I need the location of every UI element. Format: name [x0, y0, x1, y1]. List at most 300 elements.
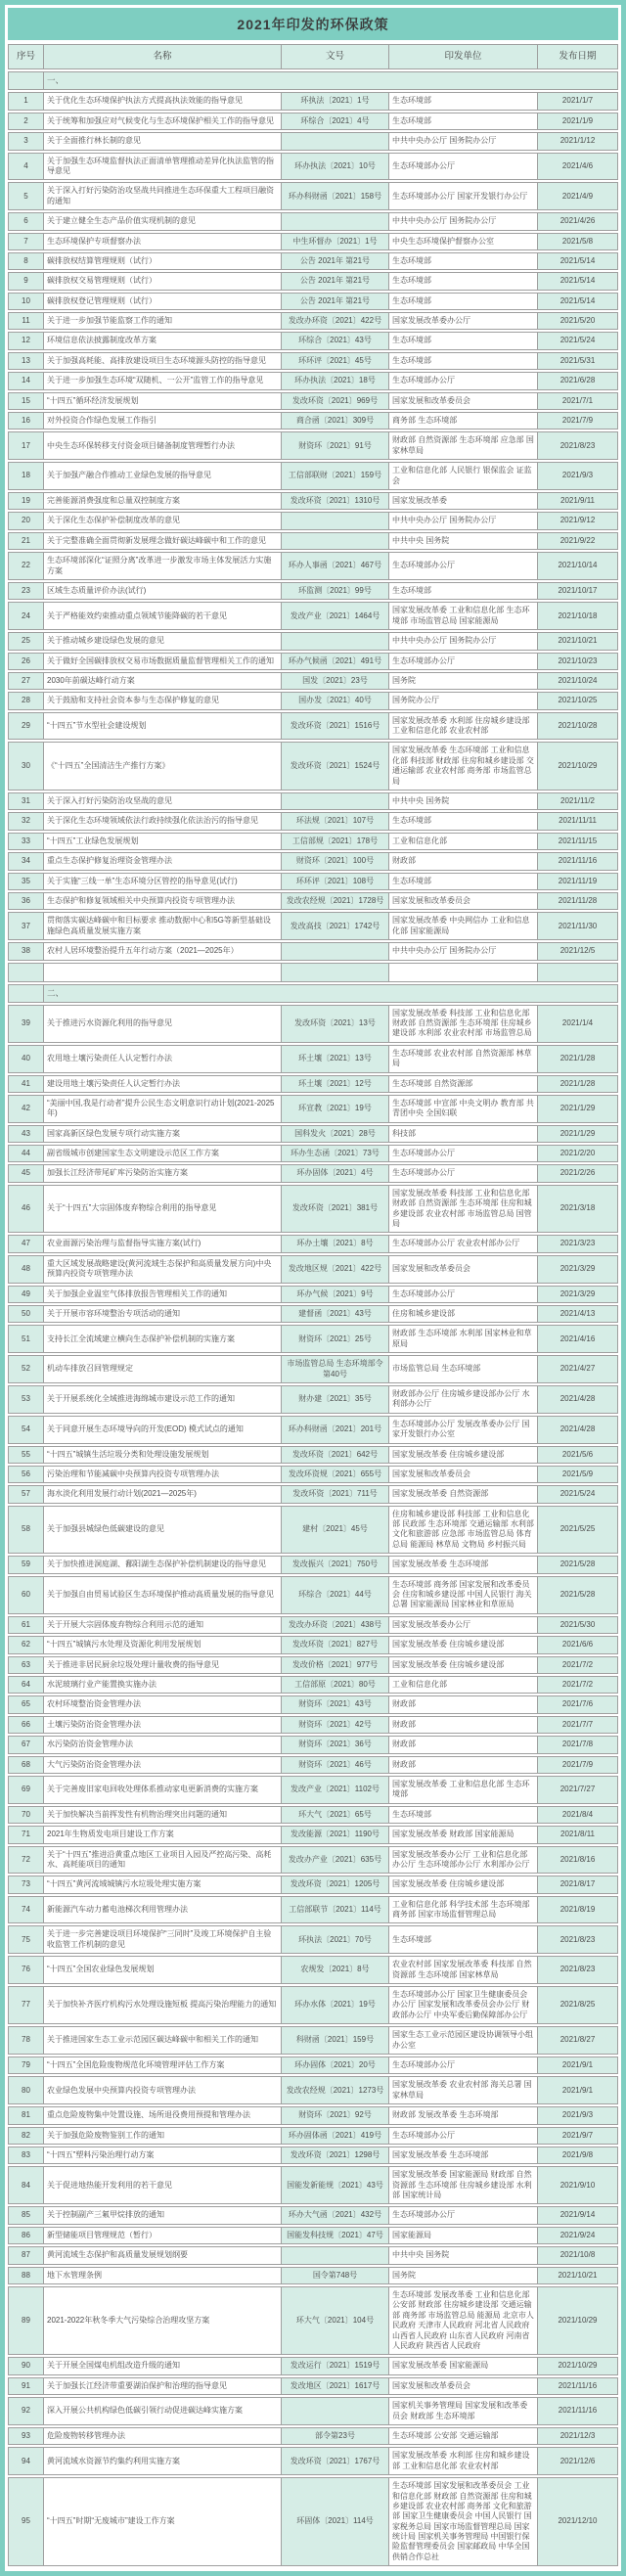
cell-date: 2021/5/30: [538, 1616, 618, 1634]
cell-doc: 发改能源〔2021〕1190号: [282, 1826, 389, 1843]
table-row: [8, 892, 618, 910]
cell-no: 19: [8, 492, 44, 510]
cell-unit: 国家发展改革委 生态环境部 工业和信息化部 科技部 财政部 住房和城乡建设部 交通运输部 农业农村部 商务部 市场监管总局: [389, 742, 538, 791]
cell-date: 2021/10/21: [538, 2267, 618, 2284]
cell-doc: 发改高技〔2021〕1742号: [282, 912, 389, 940]
cell-no: 10: [8, 293, 44, 310]
cell-date: 2021/1/29: [538, 1095, 618, 1123]
cell-doc: 环大气〔2021〕104号: [282, 2286, 389, 2355]
cell-doc: 发改办产业〔2021〕635号: [282, 1846, 389, 1875]
cell-name: 危险废物转移管理办法: [44, 2427, 282, 2445]
spacer-cell: [44, 963, 282, 982]
table-row: [8, 1925, 618, 1954]
cell-doc: 国令第748号: [282, 2267, 389, 2284]
cell-name: 碳排放权交易管理规则（试行）: [44, 272, 282, 290]
cell-name: 关于全面推行林长制的意见: [44, 132, 282, 150]
cell-no: 24: [8, 602, 44, 630]
table-row: [8, 1075, 618, 1093]
cell-no: 11: [8, 312, 44, 330]
cell-unit: 生态环境部办公厅: [389, 1164, 538, 1182]
cell-date: 2021/7/9: [538, 412, 618, 429]
cell-doc: 公告 2021年 第21号: [282, 272, 389, 290]
cell-unit: 生态环境部办公厅: [389, 1286, 538, 1303]
cell-unit: 市场监管总局 生态环境部: [389, 1355, 538, 1383]
cell-unit: 生态环境部: [389, 252, 538, 270]
cell-date: 2021/8/23: [538, 1956, 618, 1984]
cell-name: 海水淡化利用发展行动计划(2021—2025年): [44, 1485, 282, 1503]
table-row: [8, 1676, 618, 1694]
cell-doc: 发改环资〔2021〕381号: [282, 1185, 389, 1234]
cell-name: 2021-2022年秋冬季大气污染综合治理攻坚方案: [44, 2286, 282, 2355]
table-row: [8, 812, 618, 830]
table-row: [8, 1506, 618, 1555]
cell-doc: 环办土壤〔2021〕8号: [282, 1235, 389, 1252]
spacer-cell: [538, 963, 618, 982]
table-row: [8, 1185, 618, 1234]
column-header-name: 名称: [44, 44, 282, 69]
cell-unit: 国家发展改革委 科技部 工业和信息化部 财政部 自然资源部 生态环境部 住房城乡建设部 水利部 农业农村部 市场监管总局: [389, 1005, 538, 1043]
table-row: [8, 2286, 618, 2355]
cell-no: 95: [8, 2477, 44, 2566]
cell-doc: 国发〔2021〕23号: [282, 672, 389, 690]
cell-unit: 商务部 生态环境部: [389, 412, 538, 429]
section-label: 二、: [44, 984, 618, 1003]
section-row: [8, 71, 618, 90]
cell-date: 2021/3/23: [538, 1235, 618, 1252]
cell-date: 2021/5/31: [538, 352, 618, 370]
cell-name: 关于建立健全生态产品价值实现机制的意见: [44, 212, 282, 230]
cell-date: 2021/7/9: [538, 1756, 618, 1774]
cell-name: 关于加强生态环境监督执法正面清单管理推动差异化执法监管的指导意见: [44, 153, 282, 181]
cell-date: 2021/9/3: [538, 2106, 618, 2124]
cell-doc: 发改农经规〔2021〕1273号: [282, 2076, 389, 2104]
cell-name: “十四五”塑料污染治理行动方案: [44, 2147, 282, 2164]
table-row: [8, 1556, 618, 1573]
cell-no: 75: [8, 1925, 44, 1954]
cell-name: 对外投资合作绿色发展工作指引: [44, 412, 282, 429]
cell-doc: 环办执法〔2021〕10号: [282, 153, 389, 181]
cell-name: 关于加强企业温室气体排放报告管理相关工作的通知: [44, 1286, 282, 1303]
cell-doc: 财资环〔2021〕42号: [282, 1716, 389, 1734]
cell-doc: 环综合〔2021〕4号: [282, 113, 389, 130]
cell-unit: 财政部 发展改革委 生态环境部: [389, 2106, 538, 2124]
cell-unit: 国家发展改革委 国家能源局 财政部 自然资源部 生态环境部 住房城乡建设部 水利部 国家统计局: [389, 2166, 538, 2204]
cell-date: 2021/1/12: [538, 132, 618, 150]
cell-doc: 财资环〔2021〕46号: [282, 1756, 389, 1774]
cell-unit: 国家发展改革委 住房城乡建设部: [389, 1656, 538, 1674]
cell-doc: 发改办环资〔2021〕438号: [282, 1616, 389, 1634]
cell-doc: 发改产业〔2021〕1102号: [282, 1776, 389, 1804]
table-row: [8, 1045, 618, 1073]
table-row: [8, 312, 618, 330]
cell-date: 2021/4/16: [538, 1325, 618, 1353]
cell-no: 29: [8, 712, 44, 741]
cell-name: 关于加强危险废物鉴别工作的通知: [44, 2127, 282, 2145]
cell-date: 2021/4/26: [538, 212, 618, 230]
table-row: [8, 153, 618, 181]
cell-unit: 科技部: [389, 1125, 538, 1143]
cell-doc: 财资环〔2021〕100号: [282, 852, 389, 870]
cell-no: 2: [8, 113, 44, 130]
cell-no: 59: [8, 1556, 44, 1573]
cell-name: 关于深入打好污染防治攻坚战的意见: [44, 792, 282, 810]
cell-date: 2021/11/16: [538, 2397, 618, 2425]
cell-no: 67: [8, 1736, 44, 1753]
cell-no: 61: [8, 1616, 44, 1634]
cell-name: 关于加强县城绿色低碳建设的意见: [44, 1506, 282, 1555]
table-row: [8, 372, 618, 389]
cell-no: 87: [8, 2246, 44, 2264]
cell-unit: 国家发展改革委办公厅: [389, 312, 538, 330]
cell-doc: 发改环资〔2021〕711号: [282, 1485, 389, 1503]
cell-unit: 生态环境部办公厅: [389, 2056, 538, 2074]
cell-doc: 环办执法〔2021〕18号: [282, 372, 389, 389]
table-row: [8, 512, 618, 529]
table-row: [8, 912, 618, 940]
cell-doc: [282, 212, 389, 230]
table-row: [8, 942, 618, 960]
cell-name: 碳排放权登记管理规则（试行）: [44, 293, 282, 310]
table-row: [8, 1806, 618, 1824]
cell-doc: [282, 2397, 389, 2425]
table-row: [8, 1695, 618, 1713]
cell-doc: 发改环资〔2021〕13号: [282, 1005, 389, 1043]
cell-date: 2021/11/30: [538, 912, 618, 940]
cell-date: 2021/10/18: [538, 602, 618, 630]
cell-doc: 环综合〔2021〕44号: [282, 1576, 389, 1614]
cell-date: 2021/5/24: [538, 1485, 618, 1503]
cell-doc: 环执法〔2021〕70号: [282, 1925, 389, 1954]
cell-unit: 国家发展改革委 水利部 住房和城乡建设部 工业和信息化部 农业农村部: [389, 2447, 538, 2475]
cell-date: 2021/8/27: [538, 2026, 618, 2055]
table-row: [8, 1616, 618, 1634]
column-header-doc: 文号: [282, 44, 389, 69]
cell-doc: [282, 512, 389, 529]
cell-unit: 国家发展改革委 住房城乡建设部: [389, 1876, 538, 1893]
cell-no: 28: [8, 692, 44, 709]
cell-unit: 国家机关事务管理局 国家发展和改革委员会 财政部 生态环境部: [389, 2397, 538, 2425]
cell-no: 86: [8, 2227, 44, 2244]
cell-date: 2021/9/3: [538, 462, 618, 490]
cell-unit: 国家发展和改革委员会: [389, 392, 538, 410]
cell-unit: 生态环境部 国家发展和改革委员会 工业和信息化部 财政部 自然资源部 住房和城乡建设部 农业农村部 商务部 文化和旅游部 国家卫生健康委员会 中国人民银行 国家税务总局 国家市场监督管理总局 国家统计局 国家机关事务管理局 中国银行保险监督管理委员会 国家邮政局 中华全国供销合作总社: [389, 2477, 538, 2566]
cell-no: 21: [8, 532, 44, 550]
table-row: [8, 212, 618, 230]
cell-name: 关于开展大宗固体废弃物综合利用示范的通知: [44, 1616, 282, 1634]
cell-name: 关于推进国家生态工业示范园区碳达峰碳中和相关工作的通知: [44, 2026, 282, 2055]
cell-unit: 国务院: [389, 672, 538, 690]
cell-doc: 市场监管总局 生态环境部令第40号: [282, 1355, 389, 1383]
cell-date: 2021/5/24: [538, 332, 618, 349]
cell-date: 2021/11/15: [538, 833, 618, 850]
cell-doc: 环监测〔2021〕99号: [282, 582, 389, 600]
table-row: [8, 2357, 618, 2374]
table-row: [8, 833, 618, 850]
cell-unit: 生态环境部 农业农村部 自然资源部 林草局: [389, 1045, 538, 1073]
cell-date: 2021/1/28: [538, 1075, 618, 1093]
cell-name: 关于深入打好污染防治攻坚战共同推进生态环保重大工程项目融资的通知: [44, 182, 282, 210]
table-row: [8, 92, 618, 110]
cell-unit: 国家生态工业示范园区建设协调领导小组办公室: [389, 2026, 538, 2055]
cell-unit: 财政部 自然资源部 生态环境部 应急部 国家林草局: [389, 431, 538, 460]
cell-date: 2021/8/11: [538, 1826, 618, 1843]
cell-name: 关于进一步加强生态环境“双随机、一公开”监管工作的指导意见: [44, 372, 282, 389]
cell-date: 2021/4/6: [538, 153, 618, 181]
cell-name: 加强长江经济带尾矿库污染防治实施方案: [44, 1164, 282, 1182]
cell-date: 2021/5/6: [538, 1446, 618, 1464]
cell-date: 2021/1/29: [538, 1125, 618, 1143]
cell-doc: 财办建〔2021〕35号: [282, 1385, 389, 1414]
cell-doc: 环办固体〔2021〕20号: [282, 2056, 389, 2074]
cell-no: 66: [8, 1716, 44, 1734]
cell-date: 2021/8/17: [538, 1876, 618, 1893]
cell-name: 区域生态质量评价办法(试行): [44, 582, 282, 600]
cell-name: 农业面源污染治理与监督指导实施方案(试行): [44, 1235, 282, 1252]
cell-doc: 国能发新能规〔2021〕43号: [282, 2166, 389, 2204]
cell-no: 33: [8, 833, 44, 850]
cell-no: 52: [8, 1355, 44, 1383]
cell-no: 91: [8, 2377, 44, 2395]
cell-doc: 发改环资〔2021〕1516号: [282, 712, 389, 741]
cell-unit: 国家发展改革委办公厅 工业和信息化部办公厅 生态环境部办公厅 水利部办公厅: [389, 1846, 538, 1875]
cell-date: 2021/5/14: [538, 272, 618, 290]
cell-name: 黄河流域生态保护和高质量发展规划纲要: [44, 2246, 282, 2264]
cell-unit: 生态环境部办公厅: [389, 552, 538, 580]
cell-doc: [282, 2246, 389, 2264]
cell-unit: 财政部: [389, 852, 538, 870]
cell-date: 2021/11/16: [538, 2377, 618, 2395]
cell-doc: 环环评〔2021〕108号: [282, 873, 389, 890]
cell-doc: 环土壤〔2021〕12号: [282, 1075, 389, 1093]
cell-doc: [282, 632, 389, 650]
table-row: [8, 1385, 618, 1414]
cell-no: 89: [8, 2286, 44, 2355]
cell-unit: 工业和信息化部: [389, 1676, 538, 1694]
cell-name: 生态保护和修复领域相关中央预算内投资专项管理办法: [44, 892, 282, 910]
cell-unit: 中共中央办公厅 国务院办公厅: [389, 942, 538, 960]
cell-name: 水污染防治资金管理办法: [44, 1736, 282, 1753]
cell-no: 26: [8, 653, 44, 670]
cell-date: 2021/7/1: [538, 392, 618, 410]
cell-doc: 国科发火〔2021〕28号: [282, 1125, 389, 1143]
cell-doc: 环土壤〔2021〕13号: [282, 1045, 389, 1073]
cell-doc: 发改环资〔2021〕1310号: [282, 492, 389, 510]
cell-date: 2021/1/4: [538, 1005, 618, 1043]
cell-date: 2021/7/2: [538, 1656, 618, 1674]
table-row: [8, 492, 618, 510]
cell-unit: 国家发展和改革委员会: [389, 1466, 538, 1483]
cell-doc: 发改环资〔2021〕1298号: [282, 2147, 389, 2164]
table-row: [8, 532, 618, 550]
cell-unit: 生态环境部: [389, 92, 538, 110]
cell-no: 20: [8, 512, 44, 529]
cell-doc: 环执法〔2021〕1号: [282, 92, 389, 110]
cell-name: 关于同意开展生态环境导向的开发(EOD) 模式试点的通知: [44, 1416, 282, 1444]
cell-date: 2021/5/28: [538, 1576, 618, 1614]
table-row: [8, 712, 618, 741]
cell-date: 2021/10/29: [538, 2286, 618, 2355]
cell-date: 2021/12/3: [538, 2427, 618, 2445]
table-row: [8, 2147, 618, 2164]
cell-name: “十四五”循环经济发展规划: [44, 392, 282, 410]
cell-date: 2021/11/19: [538, 873, 618, 890]
table-row: [8, 2397, 618, 2425]
section-no-cell: [8, 71, 44, 90]
table-row: [8, 1656, 618, 1674]
cell-no: 81: [8, 2106, 44, 2124]
cell-doc: 环法规〔2021〕107号: [282, 812, 389, 830]
cell-name: 关于深化生态保护补偿制度改革的意见: [44, 512, 282, 529]
cell-name: 副省级城市创建国家生态文明建设示范区工作方案: [44, 1145, 282, 1162]
cell-no: 23: [8, 582, 44, 600]
cell-date: 2021/8/23: [538, 1925, 618, 1954]
cell-no: 79: [8, 2056, 44, 2074]
cell-doc: 发改运行〔2021〕1519号: [282, 2357, 389, 2374]
cell-name: “十四五”城镇污水处理及资源化利用发展规划: [44, 1636, 282, 1653]
cell-date: 2021/9/1: [538, 2056, 618, 2074]
table-row: [8, 1164, 618, 1182]
cell-date: 2021/5/14: [538, 252, 618, 270]
cell-no: 85: [8, 2206, 44, 2224]
cell-doc: 财资环〔2021〕25号: [282, 1325, 389, 1353]
table-row: [8, 1776, 618, 1804]
cell-unit: 生态环境部 自然资源部: [389, 1075, 538, 1093]
table-row: [8, 2026, 618, 2055]
cell-name: 关于推进非居民厨余垃圾处理计量收费的指导意见: [44, 1656, 282, 1674]
cell-date: 2021/4/9: [538, 182, 618, 210]
cell-date: 2021/5/25: [538, 1506, 618, 1555]
cell-no: 32: [8, 812, 44, 830]
table-row: [8, 233, 618, 250]
cell-unit: 生态环境部办公厅: [389, 153, 538, 181]
table-row: [8, 462, 618, 490]
cell-unit: 国家发展改革委 住房城乡建设部: [389, 1636, 538, 1653]
table-row: [8, 1325, 618, 1353]
cell-date: 2021/4/27: [538, 1355, 618, 1383]
cell-no: 83: [8, 2147, 44, 2164]
cell-no: 43: [8, 1125, 44, 1143]
cell-name: 关于促进地热能开发利用的若干意见: [44, 2166, 282, 2204]
cell-no: 77: [8, 1986, 44, 2024]
cell-name: 污染治理和节能减碳中央预算内投资专项管理办法: [44, 1466, 282, 1483]
cell-unit: 财政部办公厅 住房城乡建设部办公厅 水利部办公厅: [389, 1385, 538, 1414]
cell-unit: 国家发展改革委 住房城乡建设部: [389, 1446, 538, 1464]
cell-doc: 财资环〔2021〕36号: [282, 1736, 389, 1753]
cell-no: 46: [8, 1185, 44, 1234]
section-no-cell: [8, 984, 44, 1003]
cell-date: 2021/5/20: [538, 312, 618, 330]
cell-doc: 公告 2021年 第21号: [282, 252, 389, 270]
table-row: [8, 1576, 618, 1614]
cell-no: 69: [8, 1776, 44, 1804]
cell-unit: 生态环境部: [389, 272, 538, 290]
cell-unit: 生态环境部: [389, 582, 538, 600]
cell-name: 关于“十四五”大宗固体废弃物综合利用的指导意见: [44, 1185, 282, 1234]
table-row: [8, 1446, 618, 1464]
cell-no: 54: [8, 1416, 44, 1444]
cell-date: 2021/11/28: [538, 892, 618, 910]
cell-no: 45: [8, 1164, 44, 1182]
cell-unit: 财政部 生态环境部 水利部 国家林业和草原局: [389, 1325, 538, 1353]
cell-unit: 中共中央办公厅 国务院办公厅: [389, 512, 538, 529]
cell-unit: 国家发展改革委 科技部 工业和信息化部 财政部 自然资源部 生态环境部 住房和城乡建设部 农业农村部 市场监管总局 国管局: [389, 1185, 538, 1234]
cell-unit: 国家发展和改革委员会: [389, 1255, 538, 1284]
cell-doc: 环办气候函〔2021〕491号: [282, 653, 389, 670]
cell-name: 支持长江全流域建立横向生态保护补偿机制的实施方案: [44, 1325, 282, 1353]
cell-doc: 发改环资〔2021〕1524号: [282, 742, 389, 791]
cell-no: 82: [8, 2127, 44, 2145]
cell-unit: 生态环境部: [389, 1806, 538, 1824]
cell-doc: 发改环资〔2021〕827号: [282, 1636, 389, 1653]
cell-date: 2021/12/10: [538, 2477, 618, 2566]
cell-name: 关于统筹和加强应对气候变化与生态环境保护相关工作的指导意见: [44, 113, 282, 130]
cell-no: 16: [8, 412, 44, 429]
table-row: [8, 1716, 618, 1734]
cell-name: 水泥玻璃行业产能置换实施办法: [44, 1676, 282, 1694]
cell-unit: 生态环境部办公厅: [389, 653, 538, 670]
cell-name: “十四五”黄河流域城镇污水垃圾处理实施方案: [44, 1876, 282, 1893]
cell-doc: 科财函〔2021〕159号: [282, 2026, 389, 2055]
cell-date: 2021/1/28: [538, 1045, 618, 1073]
cell-no: 55: [8, 1446, 44, 1464]
cell-unit: 国家发展改革委 生态环境部: [389, 2147, 538, 2164]
cell-no: 72: [8, 1846, 44, 1875]
table-row: [8, 431, 618, 460]
table-row: [8, 1736, 618, 1753]
table-row: [8, 1636, 618, 1653]
cell-doc: 财资环〔2021〕43号: [282, 1695, 389, 1713]
cell-name: 关于加快解决当前挥发性有机物治理突出问题的通知: [44, 1806, 282, 1824]
cell-doc: 工信部联财〔2021〕159号: [282, 462, 389, 490]
cell-name: 地下水管理条例: [44, 2267, 282, 2284]
table-row: [8, 2076, 618, 2104]
cell-name: 关于进一步加强节能监察工作的通知: [44, 312, 282, 330]
cell-date: 2021/10/17: [538, 582, 618, 600]
cell-unit: 中共中央办公厅 国务院办公厅: [389, 132, 538, 150]
cell-doc: 环环评〔2021〕45号: [282, 352, 389, 370]
cell-date: 2021/10/29: [538, 742, 618, 791]
table-body: [8, 71, 618, 2566]
table-row: [8, 352, 618, 370]
cell-no: 90: [8, 2357, 44, 2374]
cell-doc: 环综合〔2021〕43号: [282, 332, 389, 349]
cell-name: 关于进一步完善建设项目环境保护“三同时”及竣工环境保护自主验收监管工作机制的意见: [44, 1925, 282, 1954]
cell-unit: 中共中央 国务院: [389, 2246, 538, 2264]
cell-unit: 中共中央办公厅 国务院办公厅: [389, 212, 538, 230]
cell-no: 74: [8, 1896, 44, 1924]
cell-doc: 工信部原〔2021〕80号: [282, 1676, 389, 1694]
cell-no: 57: [8, 1485, 44, 1503]
cell-unit: 工业和信息化部 人民银行 银保监会 证监会: [389, 462, 538, 490]
cell-doc: 发改环资〔2021〕1767号: [282, 2447, 389, 2475]
cell-unit: 工业和信息化部 科学技术部 生态环境部 商务部 国家市场监督管理总局: [389, 1896, 538, 1924]
cell-date: 2021/5/28: [538, 1556, 618, 1573]
cell-no: 3: [8, 132, 44, 150]
cell-doc: 发改环资〔2021〕642号: [282, 1446, 389, 1464]
cell-no: 38: [8, 942, 44, 960]
cell-doc: 环大气〔2021〕65号: [282, 1806, 389, 1824]
cell-name: 关于推动城乡建设绿色发展的意见: [44, 632, 282, 650]
cell-no: 84: [8, 2166, 44, 2204]
cell-unit: 中共中央 国务院: [389, 532, 538, 550]
cell-no: 53: [8, 1385, 44, 1414]
cell-date: 2021/1/9: [538, 113, 618, 130]
cell-date: 2021/8/23: [538, 431, 618, 460]
table-row: [8, 1416, 618, 1444]
cell-date: 2021/5/8: [538, 233, 618, 250]
cell-no: 78: [8, 2026, 44, 2055]
cell-unit: 生态环境部: [389, 113, 538, 130]
